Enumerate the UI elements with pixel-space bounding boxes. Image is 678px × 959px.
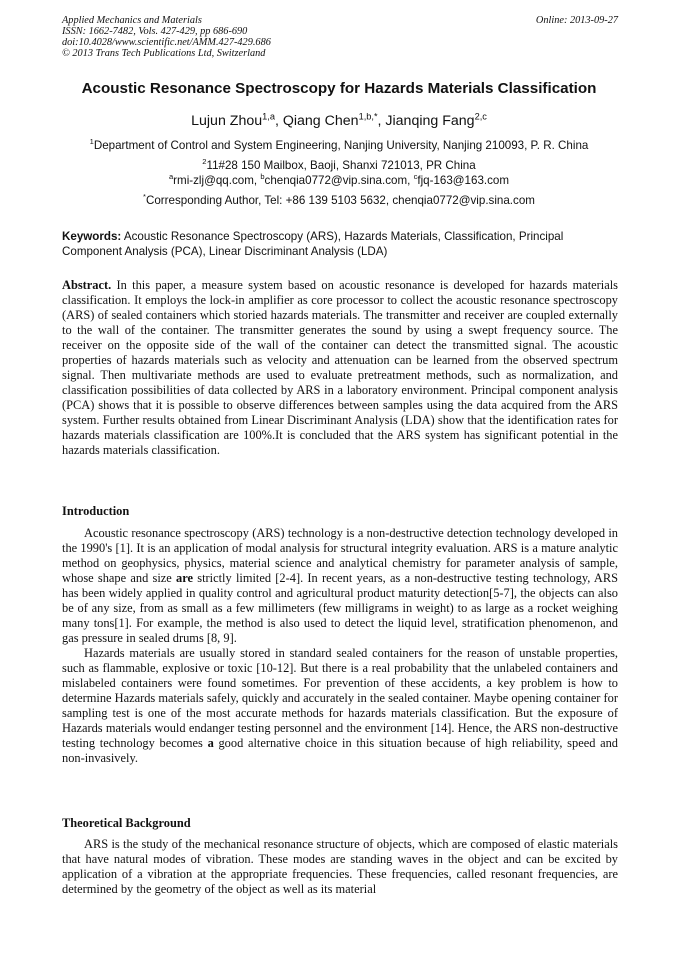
- paragraph: [62, 526, 618, 646]
- abstract-label: Abstract.: [62, 278, 112, 292]
- email-sup: b: [260, 172, 265, 182]
- corr-sup: *: [143, 192, 146, 202]
- author-list: [40, 113, 638, 129]
- email-b: chenqia0772@vip.sina.com,: [264, 174, 414, 187]
- issn-line: ISSN: 1662-7482, Vols. 427-429, pp 686-690: [62, 26, 248, 37]
- affiliation-1: [40, 139, 638, 153]
- author-sup: 1,a: [262, 111, 275, 122]
- section-heading-theory: Theoretical Background: [62, 816, 191, 830]
- author-separator: ,: [377, 113, 386, 129]
- online-date: Online: 2013-09-27: [535, 15, 618, 26]
- section-heading-introduction: Introduction: [62, 504, 130, 518]
- author-name: Jianqing Fang: [385, 113, 475, 129]
- text-run-bold: a: [207, 736, 214, 750]
- email-sup: c: [413, 172, 418, 182]
- email-line: [40, 174, 638, 188]
- aff-text: Department of Control and System Engineering, Nanjing University, Nanjing 210093, P. R. China: [93, 139, 589, 152]
- paragraph: ARS is the study of the mechanical resonance structure of objects, which are composed of elastic materials that have natural modes of vibration. These modes are standing waves in the object and can be excited by application of a vibration at the appropriate frequencies. These frequencies, called resonant frequencies, are determined by the geometry of the object as well as its material: [62, 837, 618, 896]
- journal-header: [62, 15, 618, 59]
- text-run-bold: are: [176, 571, 194, 585]
- email-c: fjq-163@163.com: [417, 174, 510, 187]
- aff-text: 11#28 150 Mailbox, Baoji, Shanxi 721013, PR China: [206, 159, 476, 172]
- author-name: Qiang Chen: [282, 113, 359, 129]
- corr-text: Corresponding Author, Tel: +86 139 5103 5632, chenqia0772@vip.sina.com: [145, 194, 535, 207]
- text-run: Hazards materials are usually stored in standard sealed containers for the reason of unstable properties, such as flammable, explosive or toxic [10-12]. But there is a real probability that the unlabeled containers and mislabeled containers were found sometimes. For prevention of these accidents, a key problem is how to determine Hazards materials safely, quickly and accurately in the sealed container. Maybe opening container for sampling test is one of the most accurate methods for hazards materials classification. But the exposure of Hazards materials would endanger testing personnel and the environment [14]. Hence, the ARS non-destructive testing technology becomes: [62, 646, 618, 750]
- email-sup: a: [168, 172, 174, 182]
- paragraph: [62, 646, 618, 766]
- text-run: strictly limited [2-4]. In recent years, as a non-destructive testing technology, ARS has been widely applied in quality control and agricultural product maturity detection[5-7], the objects can also be of any size, from as small as a few millimeters (few milligrams in weight) to as large as a rocket weighing many tons[1]. For example, the method is also used to detect the liquid level, stratification phenomenon, and gas pressure in sealed drums [8, 9].: [62, 571, 618, 645]
- abstract: [62, 278, 618, 458]
- journal-name: Applied Mechanics and Materials: [62, 15, 202, 26]
- text-run: good alternative choice in this situation because of high reliability, speed and non-invasively.: [62, 736, 618, 765]
- doi-line: doi:10.4028/www.scientific.net/AMM.427-429.686: [62, 37, 271, 48]
- aff-sup: 2: [202, 157, 207, 167]
- theory-body: [62, 837, 618, 897]
- abstract-text: In this paper, a measure system based on acoustic resonance is developed for hazards materials classification. It employs the lock-in amplifier as core processor to collect the acoustic resonance spectroscopy (ARS) of sealed containers which storied hazards materials. The transmitter and receiver are coupled externally to the wall of the container. The transmitter generates the sound by using a swept frequency source. The receiver on the opposite side of the wall of the container can detect the transmitted signal. The acoustic properties of hazards materials such as velocity and attenuation can be learned from the observed spectrum signal. Then multivariate methods are used to evaluate pretreatment methods, such as normalization, and classification possibilities of data collected by ARS in a laboratory environment. Principal component analysis (PCA) shows that it is possible to observe differences between samples using the data acquired from the ARS system. Further results obtained from Linear Discriminant Analysis (LDA) show that the identification rates for hazards materials classification are 100%.It is concluded that the ARS system has significant potential in the hazards materials classification.: [62, 278, 618, 457]
- affiliation-2: [40, 159, 638, 173]
- author-sup: 1,b,*: [358, 111, 378, 122]
- paper-title: Acoustic Resonance Spectroscopy for Hazards Materials Classification: [81, 80, 597, 97]
- introduction-body: [62, 526, 618, 766]
- corresponding-author: [40, 194, 638, 208]
- keywords-label: Keywords:: [62, 230, 122, 243]
- author-name: Lujun Zhou: [191, 113, 263, 129]
- aff-sup: 1: [89, 137, 94, 147]
- copyright-line: © 2013 Trans Tech Publications Ltd, Switzerland: [62, 48, 266, 59]
- email-a: rmi-zlj@qq.com,: [173, 174, 261, 187]
- keywords-text: Acoustic Resonance Spectroscopy (ARS), Hazards Materials, Classification, Principal Component Analysis (PCA), Linear Discriminant Analysis (LDA): [62, 230, 564, 258]
- text-run: Acoustic resonance spectroscopy (ARS) technology is a non-destructive detection technology developed in the 1990's [1]. It is an application of modal analysis for structural integrity evaluation. ARS is a mature analytic method on geophysics, physics, material science and analytical chemistry for parameter analysis of sample, whose shape and size: [62, 526, 618, 585]
- author-separator: ,: [274, 113, 283, 129]
- author-sup: 2,c: [474, 111, 487, 122]
- keywords: [62, 229, 618, 259]
